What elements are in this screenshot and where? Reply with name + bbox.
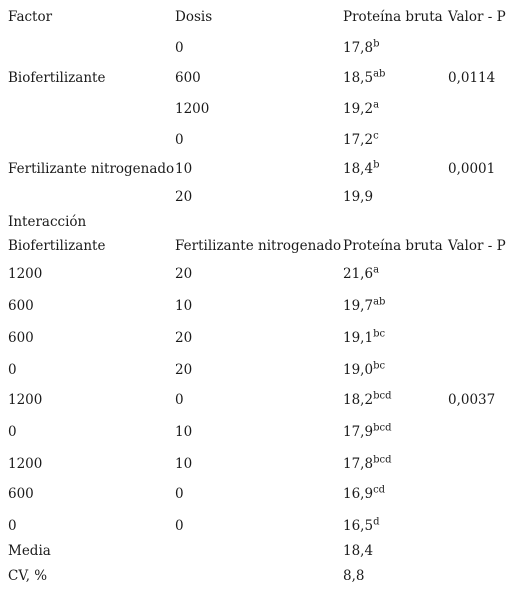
bio-cell: 1200: [8, 392, 43, 408]
bio-cell: 1200: [8, 266, 43, 282]
header-proteina: Proteína bruta: [343, 238, 443, 254]
significance-letter: bcd: [373, 390, 392, 402]
table-row: [0, 484, 516, 504]
protein-cell: 21,6$^a$: [343, 264, 380, 282]
protein-cell: 19,7$^{ab}$: [343, 296, 386, 314]
p-value-cell: 0,0001: [448, 161, 496, 177]
protein-cell: 19,9: [343, 189, 374, 205]
table-row: [0, 296, 516, 316]
protein-cell: 17,9$^{bcd}$: [343, 422, 392, 440]
cv-row: [0, 566, 516, 586]
dosis-cell: 600: [175, 70, 201, 86]
protein-cell: 19,0$^{bc}$: [343, 360, 386, 378]
fert-cell: 10: [175, 424, 193, 440]
fert-cell: 0: [175, 518, 184, 534]
header-dosis: Dosis: [175, 9, 213, 25]
factor-cell: Fertilizante nitrogenado: [8, 161, 175, 177]
fert-cell: 0: [175, 392, 184, 408]
interaction-title-row: [0, 212, 516, 232]
protein-cell: 16,9$^{cd}$: [343, 484, 386, 502]
protein-cell: 18,5$^{ab}$: [343, 68, 386, 86]
header-valor-p: Valor - P: [448, 238, 506, 254]
significance-letter: ab: [373, 68, 386, 80]
dosis-cell: 0: [175, 132, 184, 148]
fert-cell: 20: [175, 362, 193, 378]
table-row: [0, 38, 516, 58]
interaction-title: Interacción: [8, 214, 87, 230]
bio-cell: 0: [8, 424, 17, 440]
protein-cell: 17,8$^{bcd}$: [343, 454, 392, 472]
significance-letter: d: [373, 516, 380, 528]
table-row: [0, 360, 516, 380]
cv-value: 8,8: [343, 568, 365, 584]
header-factor: Factor: [8, 9, 53, 25]
header-valor-p: Valor - P: [448, 9, 506, 25]
table-row: [0, 454, 516, 474]
header-fertilizante: Fertilizante nitrogenado: [175, 238, 342, 254]
media-value: 18,4: [343, 543, 374, 559]
bio-cell: 0: [8, 362, 17, 378]
bio-cell: 600: [8, 330, 34, 346]
significance-letter: cd: [373, 484, 386, 496]
fert-cell: 0: [175, 486, 184, 502]
significance-letter: b: [373, 159, 380, 171]
table-row: [0, 99, 516, 119]
protein-cell: 18,4$^b$: [343, 159, 380, 177]
table-row: [0, 390, 516, 410]
bio-cell: 0: [8, 518, 17, 534]
significance-letter: bc: [373, 360, 386, 372]
table-row: [0, 264, 516, 284]
bio-cell: 600: [8, 486, 34, 502]
table-row: [0, 328, 516, 348]
header-biofertilizante: Biofertilizante: [8, 238, 106, 254]
significance-letter: bc: [373, 328, 386, 340]
dosis-cell: 0: [175, 40, 184, 56]
dosis-cell: 1200: [175, 101, 210, 117]
significance-letter: bcd: [373, 422, 392, 434]
protein-cell: 18,2$^{bcd}$: [343, 390, 392, 408]
significance-letter: a: [373, 99, 380, 111]
table-row: [0, 68, 516, 88]
fert-cell: 20: [175, 266, 193, 282]
p-value-cell: 0,0114: [448, 70, 496, 86]
significance-letter: b: [373, 38, 380, 50]
protein-cell: 19,1$^{bc}$: [343, 328, 386, 346]
media-row: [0, 541, 516, 561]
fert-cell: 20: [175, 330, 193, 346]
protein-cell: 16,5$^d$: [343, 516, 380, 534]
header-proteina: Proteína bruta: [343, 9, 443, 25]
table-row: [0, 422, 516, 442]
media-label: Media: [8, 543, 51, 559]
table-row: [0, 130, 516, 150]
interaction-header-row: [0, 236, 516, 256]
significance-letter: a: [373, 264, 380, 276]
table-row: [0, 159, 516, 179]
significance-letter: bcd: [373, 454, 392, 466]
table-row: [0, 187, 516, 207]
p-value-cell: 0,0037: [448, 392, 496, 408]
cv-label: CV, %: [8, 568, 48, 584]
table-row: [0, 516, 516, 536]
factor-cell: Biofertilizante: [8, 70, 106, 86]
bio-cell: 1200: [8, 456, 43, 472]
bio-cell: 600: [8, 298, 34, 314]
dosis-cell: 20: [175, 189, 193, 205]
significance-letter: ab: [373, 296, 386, 308]
table-header-row: [0, 7, 516, 27]
protein-cell: 17,2$^c$: [343, 130, 379, 148]
significance-letter: c: [373, 130, 379, 142]
fert-cell: 10: [175, 456, 193, 472]
fert-cell: 10: [175, 298, 193, 314]
dosis-cell: 10: [175, 161, 193, 177]
protein-cell: 17,8$^b$: [343, 38, 380, 56]
protein-cell: 19,2$^a$: [343, 99, 380, 117]
